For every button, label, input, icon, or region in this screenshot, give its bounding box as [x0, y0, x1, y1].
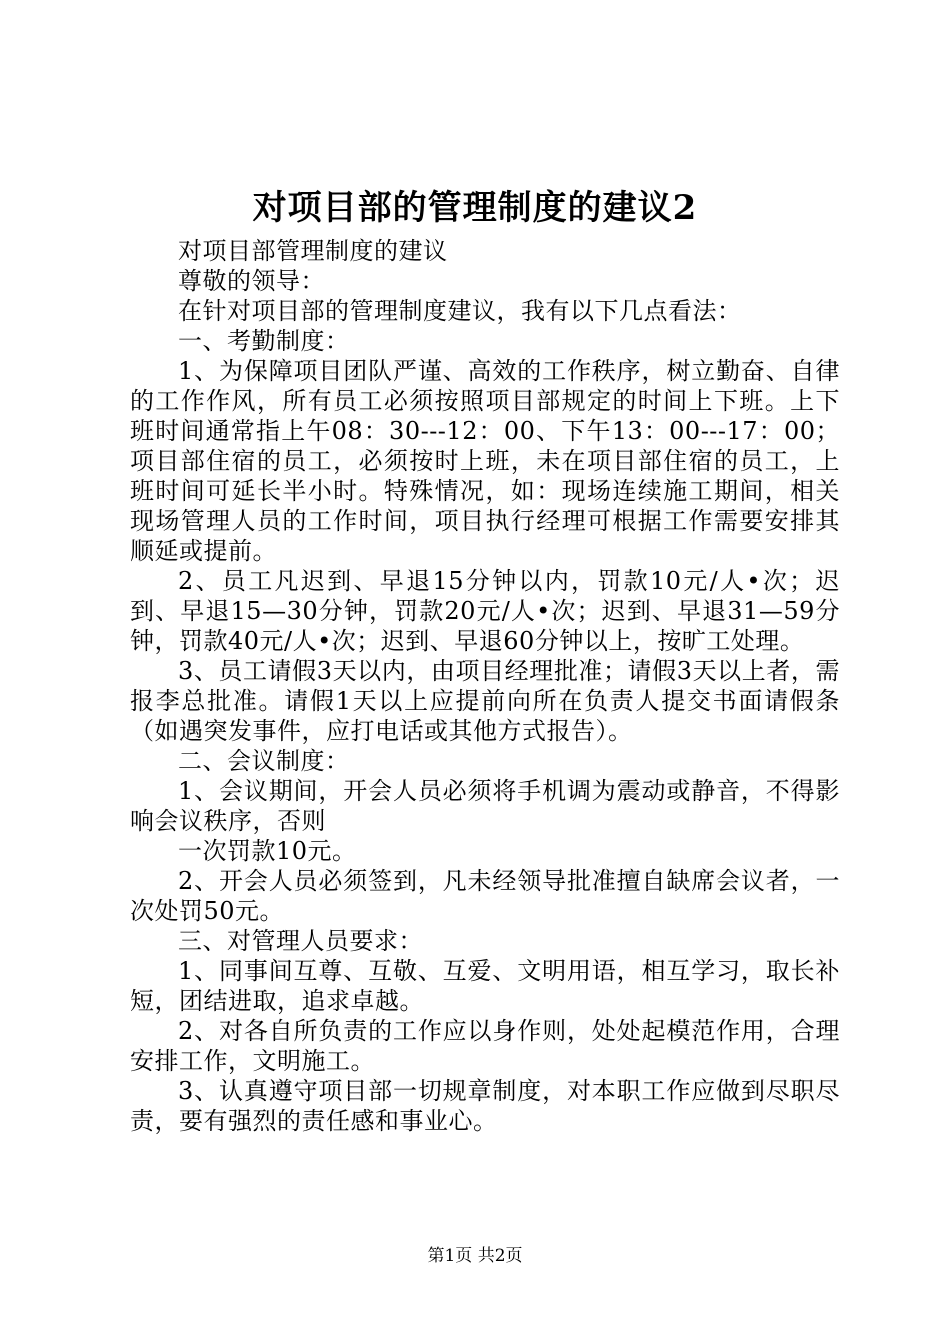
section-heading-attendance: 一、考勤制度： — [178, 327, 350, 355]
paragraph-meeting-1-cont: 一次罚款10元。 — [178, 837, 357, 865]
paragraph-attendance-2: 2、员工凡迟到、早退15分钟以内，罚款10元/人•次；迟到、早退15—30分钟，罚款20元/人•次；迟到、早退31—59分钟，罚款40元/人•次；迟到、早退60分钟以上，按旷工处理。 — [130, 567, 840, 655]
section-heading-management: 三、对管理人员要求： — [178, 927, 423, 955]
paragraph-intro: 在针对项目部的管理制度建议，我有以下几点看法： — [178, 297, 742, 325]
document-body — [130, 236, 840, 1136]
document-title: 对项目部的管理制度的建议2 — [252, 188, 698, 228]
paragraph-salutation: 尊敬的领导： — [178, 267, 325, 295]
paragraph-management-1: 1、同事间互尊、互敬、互爱、文明用语，相互学习，取长补短，团结进取，追求卓越。 — [130, 957, 840, 1015]
section-heading-meeting: 二、会议制度： — [178, 747, 350, 775]
page-number-footer: 第1页 共2页 — [427, 1246, 523, 1266]
paragraph-management-3: 3、认真遵守项目部一切规章制度，对本职工作应做到尽职尽责，要有强烈的责任感和事业心。 — [130, 1077, 840, 1135]
paragraph-attendance-3: 3、员工请假3天以内，由项目经理批准；请假3天以上者，需报李总批准。请假1天以上应提前向所在负责人提交书面请假条（如遇突发事件，应打电话或其他方式报告）。 — [130, 657, 840, 745]
paragraph-management-2: 2、对各自所负责的工作应以身作则，处处起模范作用，合理安排工作，文明施工。 — [130, 1017, 840, 1075]
paragraph-subtitle: 对项目部管理制度的建议 — [178, 237, 448, 265]
paragraph-meeting-2: 2、开会人员必须签到，凡未经领导批准擅自缺席会议者，一次处罚50元。 — [130, 867, 840, 925]
paragraph-meeting-1: 1、会议期间，开会人员必须将手机调为震动或静音，不得影响会议秩序，否则 — [130, 777, 840, 835]
paragraph-attendance-1: 1、为保障项目团队严谨、高效的工作秩序，树立勤奋、自律的工作作风，所有员工必须按照项目部规定的时间上下班。上下班时间通常指上午08：30---12：00、下午13：00---17：00；项目部住宿的员工，必须按时上班，未在项目部住宿的员工，上班时间可延长半小时。特殊情况，如：现场连续施工期间，相关现场管理人员的工作时间，项目执行经理可根据工作需要安排其顺延或提前。 — [130, 357, 840, 565]
